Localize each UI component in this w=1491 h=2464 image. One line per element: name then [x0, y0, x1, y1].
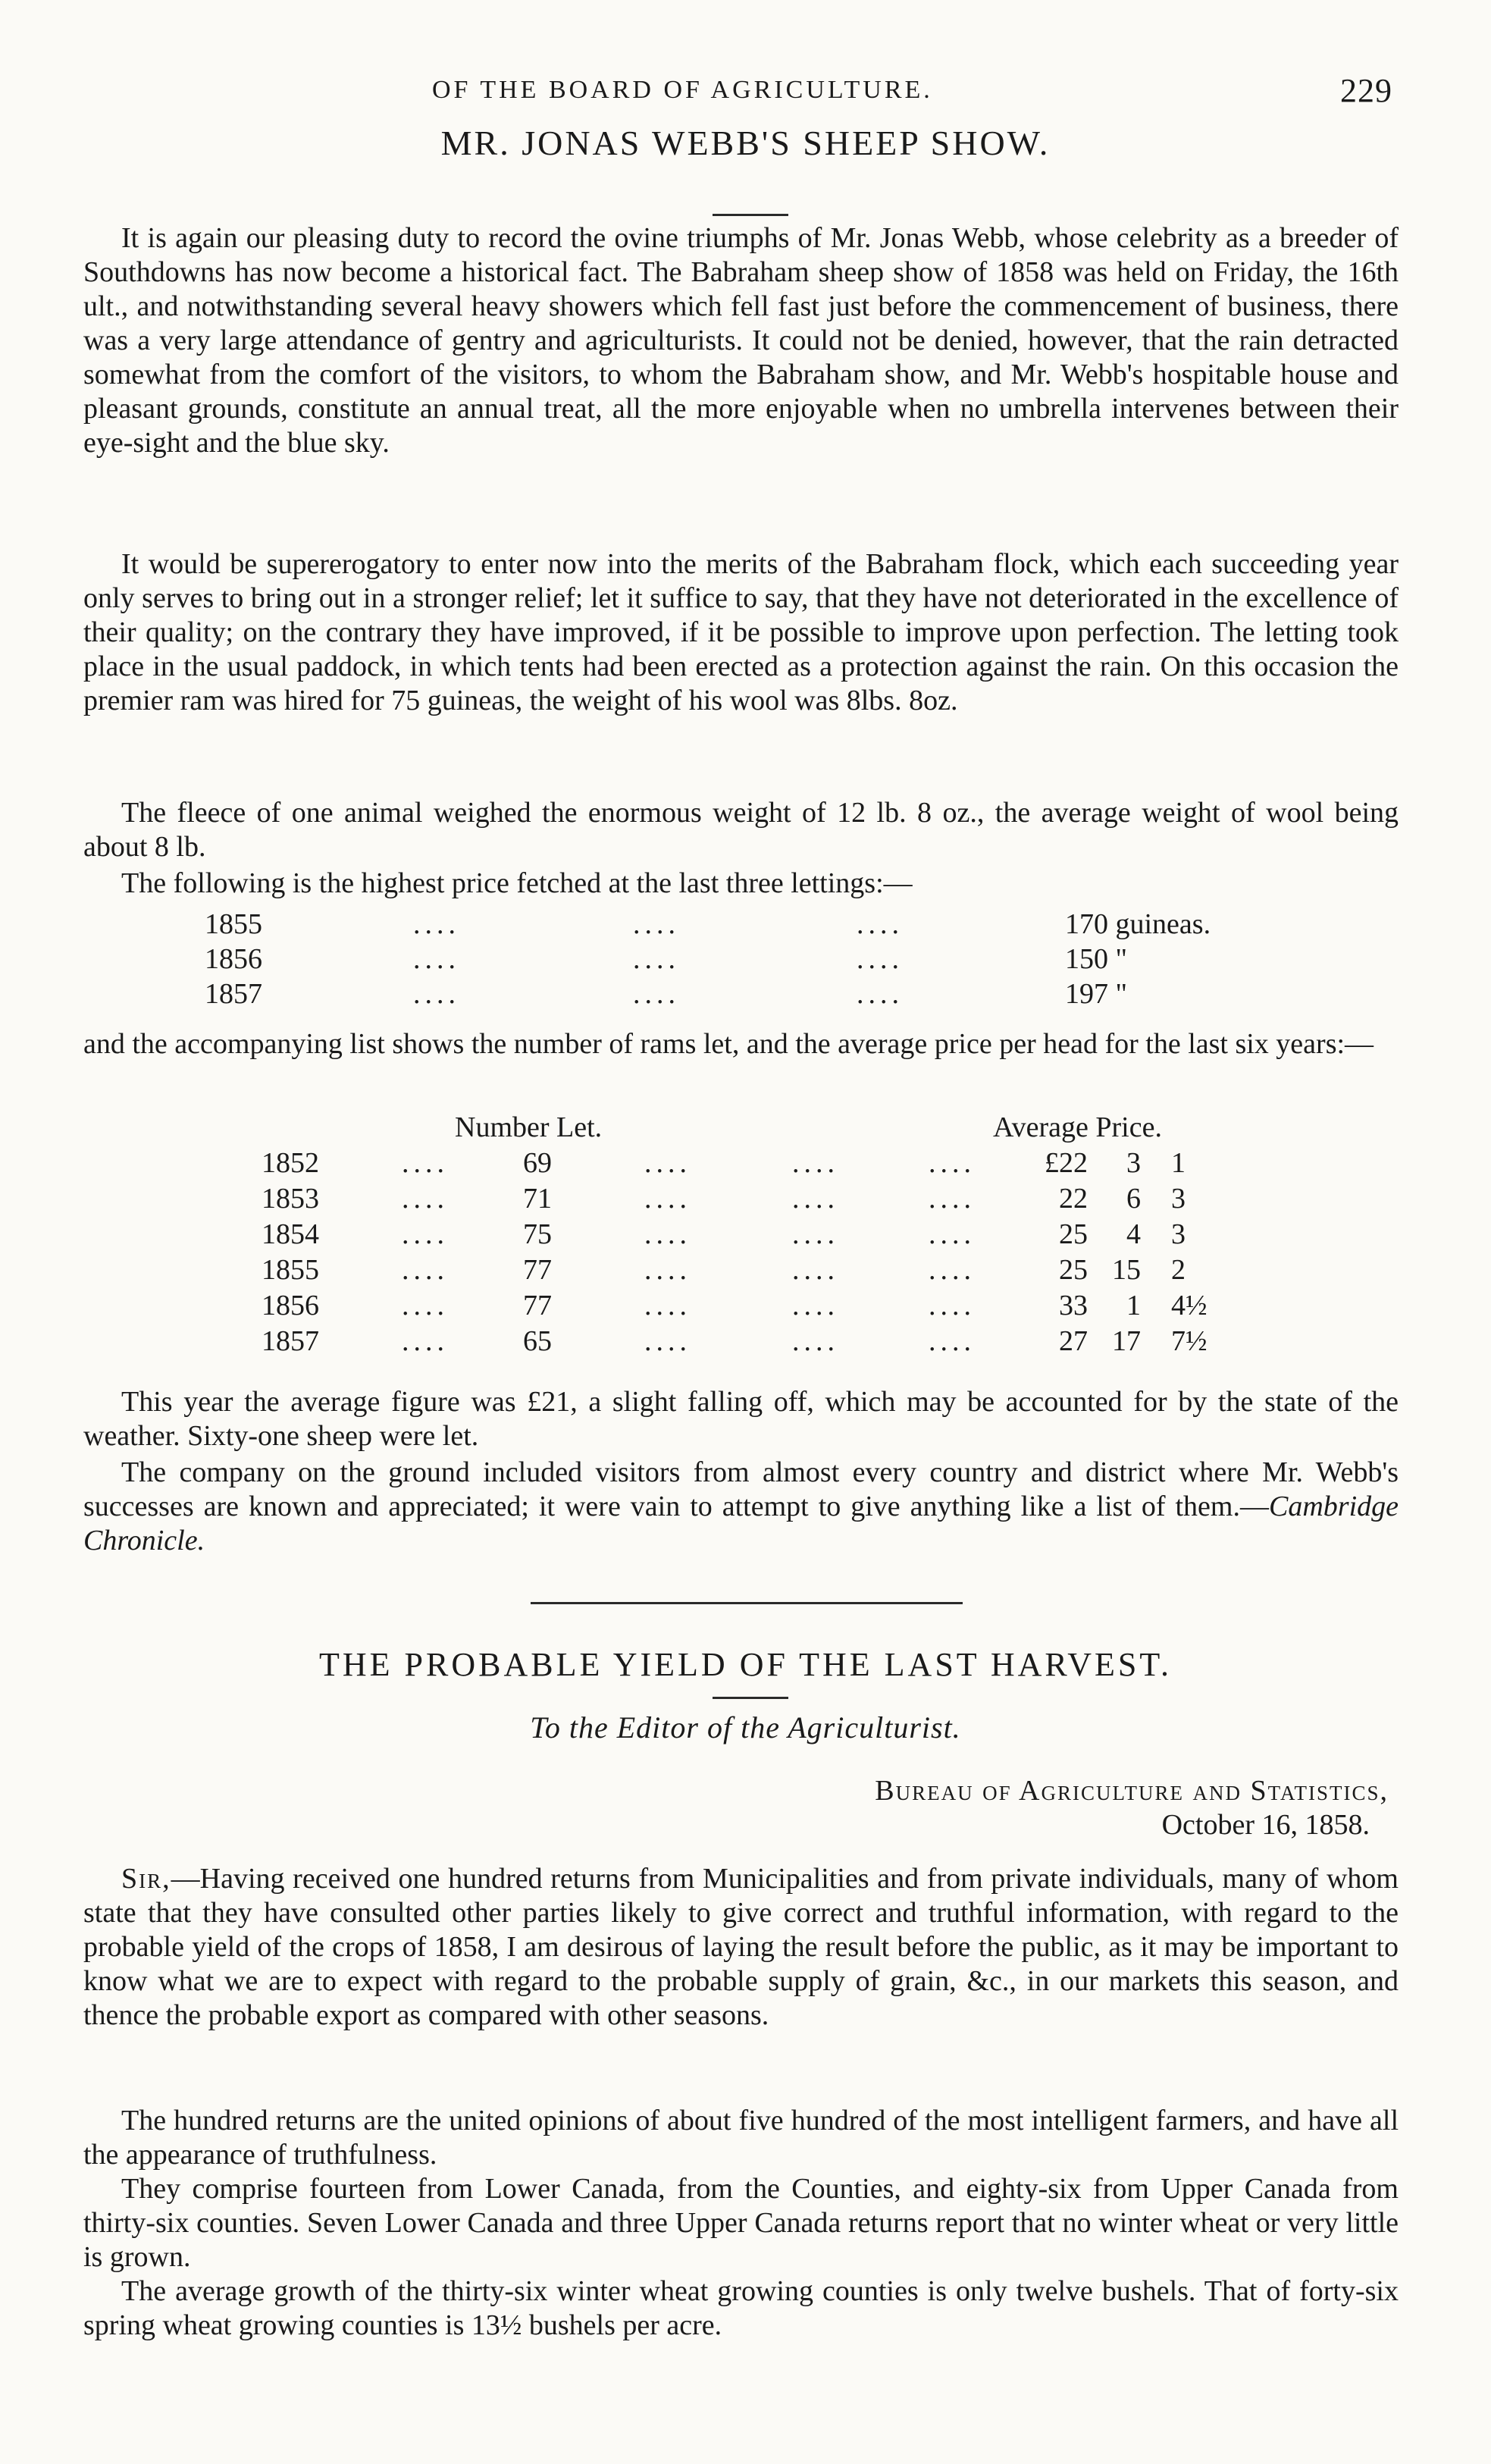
row-year: 1852 — [262, 1147, 319, 1179]
row-shillings: 17 — [1112, 1325, 1141, 1357]
row-pence: 2 — [1171, 1254, 1186, 1286]
table-row — [0, 1253, 1491, 1287]
price-row — [205, 908, 1266, 942]
leader-dots: .... — [792, 1325, 839, 1357]
leader-dots: .... — [644, 1183, 691, 1215]
leader-dots: .... — [929, 1218, 976, 1250]
leader-dots: .... — [929, 1325, 976, 1357]
source-credit: Cambridge Chronicle. — [83, 1491, 1399, 1556]
leader-dots: .... — [792, 1218, 839, 1250]
leader-dots: .... — [929, 1290, 976, 1321]
row-year: 1854 — [262, 1218, 319, 1250]
paragraph: They comprise fourteen from Lower Canada, from the Counties, and eighty-six from Upper Canada from thirty-six counties. Seven Lower Canada and three Upper Canada returns report that no winter wheat or very little is grown. — [83, 2173, 1399, 2273]
leader-dots: .... — [644, 1218, 691, 1250]
row-year: 1855 — [262, 1254, 319, 1286]
row-year: 1853 — [262, 1183, 319, 1215]
title-rule — [713, 1697, 788, 1699]
row-shillings: 1 — [1126, 1290, 1141, 1321]
leader-dots: .... — [857, 978, 904, 1010]
leader-dots: .... — [857, 943, 904, 975]
leader-dots: .... — [402, 1218, 449, 1250]
leader-dots: .... — [792, 1183, 839, 1215]
table-row — [0, 1146, 1491, 1180]
row-number-let: 77 — [523, 1290, 552, 1321]
article-subtitle: To the Editor of the Agriculturist. — [530, 1710, 961, 1745]
leader-dots: .... — [929, 1147, 976, 1179]
paragraph: This year the average figure was £21, a slight falling off, which may be accounted for by the state of the weather. Sixty-one sheep were let. — [83, 1386, 1399, 1452]
leader-dots: .... — [929, 1183, 976, 1215]
leader-dots: .... — [402, 1325, 449, 1357]
table-row — [0, 1289, 1491, 1323]
title-rule — [713, 214, 788, 216]
price-row — [205, 942, 1266, 977]
leader-dots: .... — [413, 908, 460, 940]
price-value: 197 " — [1065, 978, 1128, 1010]
row-pounds: 33 — [1059, 1290, 1088, 1321]
table-row — [0, 1218, 1491, 1252]
paragraph: The following is the highest price fetched at the last three lettings:— — [121, 867, 913, 899]
row-number-let: 71 — [523, 1183, 552, 1215]
price-value: 170 guineas. — [1065, 908, 1211, 940]
row-pounds: 27 — [1059, 1325, 1088, 1357]
price-year: 1856 — [205, 943, 262, 975]
row-shillings: 3 — [1126, 1147, 1141, 1179]
table-row — [0, 1182, 1491, 1216]
row-number-let: 69 — [523, 1147, 552, 1179]
row-number-let: 77 — [523, 1254, 552, 1286]
letter-date: October 16, 1858. — [1161, 1809, 1370, 1841]
row-number-let: 65 — [523, 1325, 552, 1357]
leader-dots: .... — [413, 943, 460, 975]
row-pounds: 25 — [1059, 1218, 1088, 1250]
article-title: MR. JONAS WEBB'S SHEEP SHOW. — [440, 124, 1051, 162]
row-pounds: 25 — [1059, 1254, 1088, 1286]
leader-dots: .... — [644, 1325, 691, 1357]
paragraph — [83, 1862, 1399, 2033]
paragraph — [83, 1456, 1399, 1558]
row-pence: 4½ — [1171, 1290, 1208, 1321]
row-pence: 7½ — [1171, 1325, 1208, 1357]
col-header-price: Average Price. — [993, 1111, 1162, 1143]
paragraph: It would be supererogatory to enter now into the merits of the Babraham flock, which each succeeding year only serves to bring out in a stronger relief; let it suffice to say, that they have not deteriorated in the excellence of their quality; on the contrary they have improved, if it be possible to improve upon perfection. The letting took place in the usual paddock, in which tents had been erected as a protection against the rain. On this occasion the premier ram was hired for 75 guineas, the weight of his wool was 8lbs. 8oz. — [83, 548, 1399, 716]
table-header — [0, 1111, 1491, 1145]
leader-dots: .... — [402, 1183, 449, 1215]
paragraph: The average growth of the thirty-six winter wheat growing counties is only twelve bushels. That of forty-six spring wheat growing counties is 13½ bushels per acre. — [83, 2275, 1399, 2341]
paragraph: and the accompanying list shows the number of rams let, and the average price per head for the last six years:— — [83, 1028, 1374, 1060]
row-shillings: 6 — [1126, 1183, 1141, 1215]
leader-dots: .... — [402, 1147, 449, 1179]
paragraph-text: —Having received one hundred returns from Municipalities and from private individuals, many of whom state that they have consulted other parties likely to give correct and truthful information, with regard to the probable yield of the crops of 1858, I am desirous of laying the result before the public, as it may be important to know what we are to expect with regard to the probable supply of grain, &c., in our markets this season, and thence the probable export as compared with other seasons. — [83, 1863, 1399, 2031]
leader-dots: .... — [402, 1290, 449, 1321]
row-pence: 3 — [1171, 1183, 1186, 1215]
paragraph-text: The company on the ground included visitors from almost every country and district where Mr. Webb's successes are known and appreciated; it were vain to attempt to give anything like a list of them.— — [83, 1456, 1399, 1522]
row-year: 1856 — [262, 1290, 319, 1321]
leader-dots: .... — [644, 1147, 691, 1179]
leader-dots: .... — [633, 978, 680, 1010]
leader-dots: .... — [633, 908, 680, 940]
row-pounds: £22 — [1045, 1147, 1088, 1179]
table-row — [0, 1324, 1491, 1359]
page-number: 229 — [1340, 72, 1392, 109]
salutation: Sir, — [121, 1863, 171, 1895]
paragraph: The fleece of one animal weighed the enormous weight of 12 lb. 8 oz., the average weight of wool being about 8 lb. — [83, 797, 1399, 863]
leader-dots: .... — [644, 1254, 691, 1286]
price-year: 1857 — [205, 978, 262, 1010]
row-number-let: 75 — [523, 1218, 552, 1250]
row-pence: 1 — [1171, 1147, 1186, 1179]
leader-dots: .... — [792, 1147, 839, 1179]
col-header-number: Number Let. — [455, 1111, 603, 1143]
leader-dots: .... — [633, 943, 680, 975]
row-shillings: 4 — [1126, 1218, 1141, 1250]
paragraph: It is again our pleasing duty to record the ovine triumphs of Mr. Jonas Webb, whose celebrity as a breeder of Southdowns has now become a historical fact. The Babraham sheep show of 1858 was held on Friday, the 16th ult., and notwithstanding several heavy showers which fell fast just before the commencement of business, there was a very large attendance of gentry and agriculturists. It could not be denied, however, that the rain detracted somewhat from the comfort of the visitors, to whom the Babraham show, and Mr. Webb's hospitable house and pleasant grounds, constitute an annual treat, all the more enjoyable when no umbrella intervenes between their eye-sight and the blue sky. — [83, 222, 1399, 459]
row-pence: 3 — [1171, 1218, 1186, 1250]
paragraph: The hundred returns are the united opinions of about five hundred of the most intelligent farmers, and have all the appearance of truthfulness. — [83, 2105, 1399, 2171]
price-value: 150 " — [1065, 943, 1128, 975]
leader-dots: .... — [644, 1290, 691, 1321]
leader-dots: .... — [413, 978, 460, 1010]
row-pounds: 22 — [1059, 1183, 1088, 1215]
leader-dots: .... — [857, 908, 904, 940]
section-divider — [531, 1602, 963, 1604]
leader-dots: .... — [402, 1254, 449, 1286]
price-row — [205, 977, 1266, 1011]
leader-dots: .... — [792, 1254, 839, 1286]
leader-dots: .... — [792, 1290, 839, 1321]
running-title: OF THE BOARD OF AGRICULTURE. — [432, 76, 933, 104]
price-year: 1855 — [205, 908, 262, 940]
article-title: THE PROBABLE YIELD OF THE LAST HARVEST. — [319, 1646, 1172, 1683]
letter-address: Bureau of Agriculture and Statistics, — [875, 1775, 1389, 1807]
row-shillings: 15 — [1112, 1254, 1141, 1286]
row-year: 1857 — [262, 1325, 319, 1357]
leader-dots: .... — [929, 1254, 976, 1286]
